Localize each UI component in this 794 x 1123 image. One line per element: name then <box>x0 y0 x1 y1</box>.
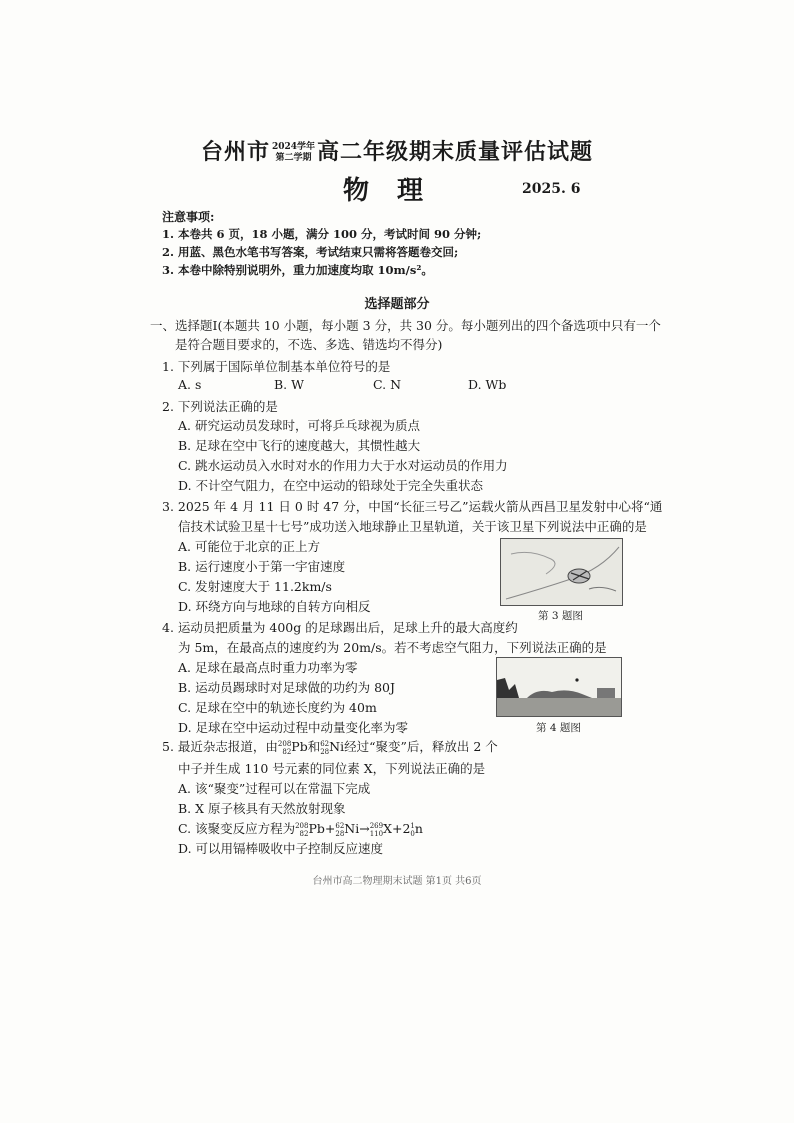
q5-stem-b: 经过“聚变”后，释放出 2 个 <box>344 739 498 754</box>
eq-ni-numbers <box>335 822 344 838</box>
q4-figure-image <box>497 658 621 716</box>
q3-stem: 3. 2025 年 4 月 11 日 0 时 47 分，中国“长征三号乙”运载火箭从西昌卫星发射中心将“通 <box>162 499 663 514</box>
q5-option-a: A. 该“聚变”过程可以在常温下完成 <box>178 781 371 796</box>
q5-option-c-prefix: C. 该聚变反应方程为 <box>178 821 296 836</box>
eq-x-symbol: X <box>383 821 392 836</box>
q5-stem-cont: 中子并生成 110 号元素的同位素 X，下列说法正确的是 <box>178 761 486 776</box>
q5-option-c <box>178 819 423 838</box>
exam-title <box>0 135 794 166</box>
q1-option-c: C. N <box>373 377 402 392</box>
eq-n-mass: 1 <box>410 821 415 830</box>
q4-option-a: A. 足球在最高点时重力功率为零 <box>178 660 358 675</box>
q4-stem: 4. 运动员把质量为 400g 的足球踢出后，足球上升的最大高度约 <box>162 620 518 635</box>
eq-arrow: → <box>359 821 370 836</box>
q4-figure <box>496 657 622 717</box>
q2-option-b: B. 足球在空中飞行的速度越大，其惯性越大 <box>178 438 421 453</box>
q3-option-c: C. 发射速度大于 11.2km/s <box>178 579 332 594</box>
q3-figure <box>500 538 623 606</box>
eq-ni-mass: 62 <box>335 821 345 830</box>
q5-stem-a: 5. 最近杂志报道，由 <box>162 739 278 754</box>
eq-plus: + <box>324 821 336 836</box>
q3-option-d: D. 环绕方向与地球的自转方向相反 <box>178 599 371 614</box>
eq-x-numbers <box>370 822 383 838</box>
eq-pb-numbers <box>295 822 308 838</box>
q3-figure-caption: 第 3 题图 <box>538 610 583 622</box>
pb-symbol: Pb <box>291 739 308 754</box>
title-rest: 高二年级期末质量评估试题 <box>317 139 594 165</box>
title-city: 台州市 <box>200 139 270 165</box>
eq-x-mass: 269 <box>369 821 384 830</box>
eq-pb-z: 82 <box>299 829 309 838</box>
q2-option-a: A. 研究运动员发球时，可将乒乓球视为质点 <box>178 418 420 433</box>
section-intro-cont: 是符合题目要求的，不选、多选、错选均不得分) <box>175 337 443 352</box>
pb-z: 82 <box>282 747 292 756</box>
pb-mass: 208 <box>277 739 292 748</box>
eq-n-symbol: n <box>414 821 423 836</box>
q2-stem: 2. 下列说法正确的是 <box>162 399 278 414</box>
ni-nuclide-numbers <box>320 740 329 756</box>
note-item: 1. 本卷共 6 页，18 小题，满分 100 分，考试时间 90 分钟; <box>162 227 482 241</box>
q1-option-d: D. Wb <box>468 377 507 392</box>
q4-stem-cont: 为 5m，在最高点的速度约为 20m/s。若不考虑空气阻力，下列说法正确的是 <box>178 640 607 655</box>
q5-option-d: D. 可以用镉棒吸收中子控制反应速度 <box>178 841 384 856</box>
q4-figure-caption: 第 4 题图 <box>536 722 581 734</box>
q2-option-c: C. 跳水运动员入水时对水的作用力大于水对运动员的作用力 <box>178 458 508 473</box>
q5-option-b: B. X 原子核具有天然放射现象 <box>178 801 346 816</box>
section-title: 选择题部分 <box>364 297 430 312</box>
title-term: 第二学期 <box>275 153 312 163</box>
q3-option-b: B. 运行速度小于第一宇宙速度 <box>178 559 346 574</box>
q3-stem-cont: 信技术试验卫星十七号”成功送入地球静止卫星轨道，关于该卫星下列说法中正确的是 <box>178 519 647 534</box>
section-intro: 一、选择题Ⅰ(本题共 10 小题，每小题 3 分，共 30 分。每小题列出的四个备选项中只有一个 <box>150 318 661 333</box>
eq-n-z: 0 <box>410 829 415 838</box>
title-term-stack <box>272 142 315 164</box>
subject-title: 物理 <box>342 176 451 206</box>
notes-title: 注意事项: <box>162 210 215 224</box>
exam-date: 2025. 6 <box>522 181 581 197</box>
ni-symbol: Ni <box>329 739 345 754</box>
q1-stem: 1. 下列属于国际单位制基本单位符号的是 <box>162 359 391 374</box>
ni-z: 28 <box>320 747 330 756</box>
title-year: 2024学年 <box>271 142 316 152</box>
ni-mass: 62 <box>320 739 330 748</box>
q4-option-d: D. 足球在空中运动过程中动量变化率为零 <box>178 720 409 735</box>
q1-option-b: B. W <box>274 377 304 392</box>
eq-x-z: 110 <box>369 829 384 838</box>
note-item: 3. 本卷中除特别说明外，重力加速度均取 10m/s²。 <box>162 263 433 277</box>
eq-ni-z: 28 <box>335 829 345 838</box>
pb-nuclide-numbers <box>278 740 291 756</box>
q1-option-a: A. s <box>178 377 202 392</box>
q2-option-d: D. 不计空气阻力，在空中运动的铅球处于完全失重状态 <box>178 478 484 493</box>
page-footer: 台州市高二物理期末试题 第1页 共6页 <box>312 876 482 887</box>
q4-option-b: B. 运动员踢球时对足球做的功约为 80J <box>178 680 396 695</box>
q5-and: 和 <box>307 739 321 754</box>
q3-figure-image <box>501 539 622 605</box>
eq-plus-2: +2 <box>391 821 411 836</box>
eq-pb-mass: 208 <box>295 821 309 830</box>
q4-option-c: C. 足球在空中的轨迹长度约为 40m <box>178 700 377 715</box>
q3-option-a: A. 可能位于北京的正上方 <box>178 539 320 554</box>
note-item: 2. 用蓝、黑色水笔书写答案，考试结束只需将答题卷交回; <box>162 245 459 259</box>
eq-pb-symbol: Pb <box>308 821 325 836</box>
q5-stem <box>162 737 498 756</box>
eq-ni-symbol: Ni <box>344 821 360 836</box>
